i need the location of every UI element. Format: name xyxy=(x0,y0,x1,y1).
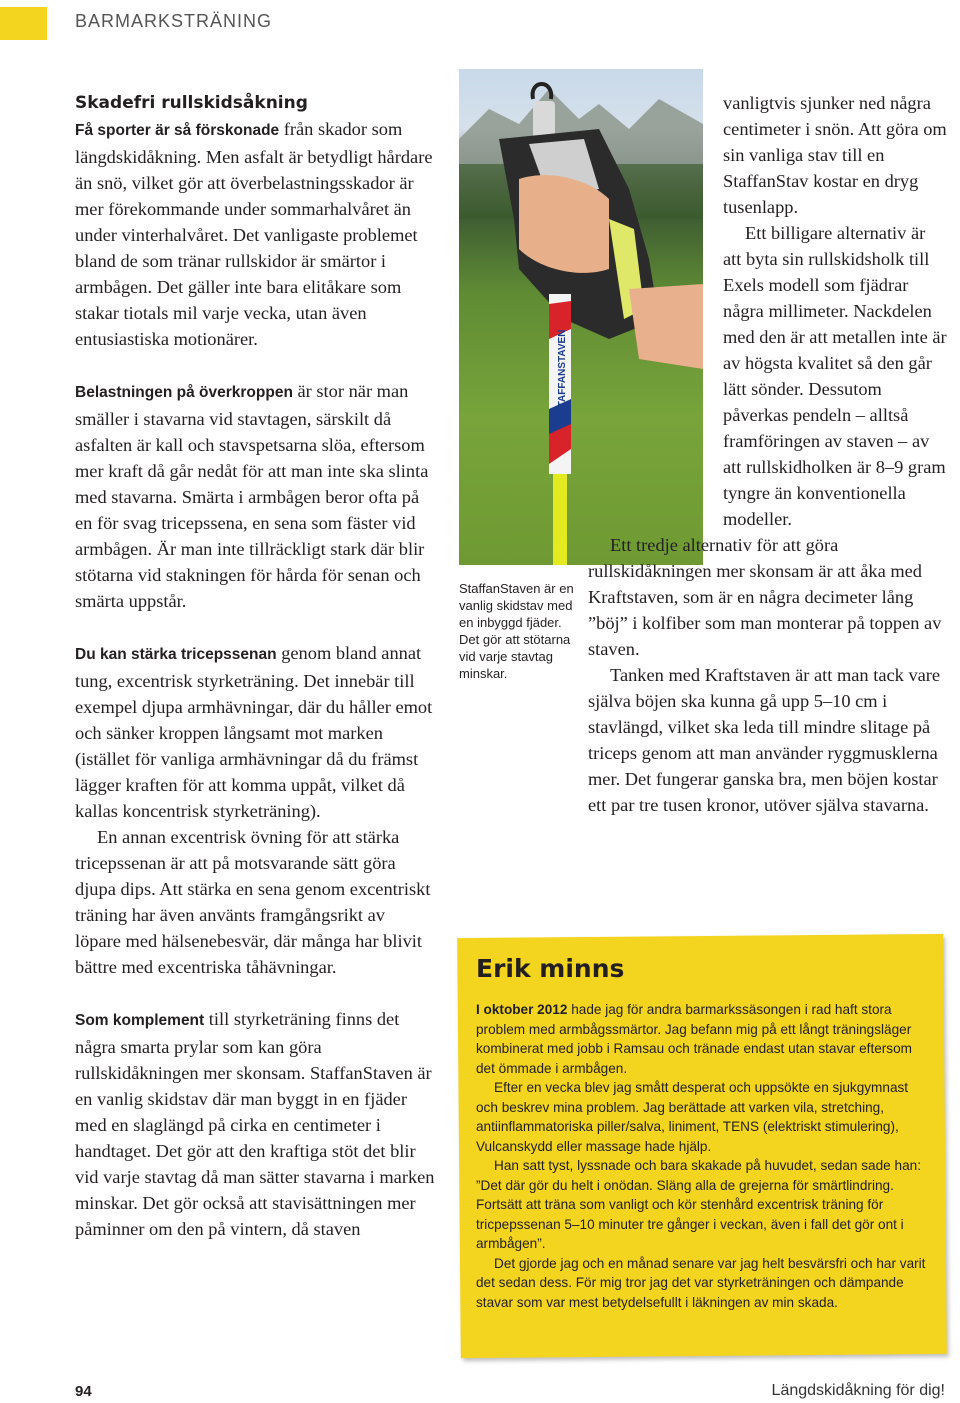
belastning-lead: Belastningen på överkroppen xyxy=(75,384,293,401)
komplement-text: till styrketräning finns det några smarta prylar som kan göra rullskidåkningen mer skonsam. StaffanStaven är en vanlig skidstav där man byggt in en fjäder med en slaglängd på cirka en centimeter i handtaget. Det gör att den kraftiga stöt det blir vid varje stavtag då man sätter stavarna i marken minskar. Det gör också att stavisättningen mer påminner om den på vintern, då staven xyxy=(75,1009,435,1239)
pole-label: STAFFANSTAVEN xyxy=(557,329,568,414)
triceps-text: genom bland annat tung, excentrisk styrketräning. Det innebär till exempel djupa armhävningar, där du håller emot och sänker kroppen långsamt mot marken (istället för vanliga armhävningar då du främst lägger kraften för att komma uppåt, vilket då kallas koncentrisk styrketräning). xyxy=(75,643,433,821)
intro-text: från skador som längdskidåkning. Men asfalt är betydligt hårdare än snö, vilket gör att överbelastningsskador är mer förekommande under sommarhalvåret än under vinterhalvåret. Det vanligaste problemet bland de som tränar rullskidor är smärtor i armbågen. Det gäller inte bara elitåkare som stakar tiotals mil varje vecka, utan även entusiastiska motionärer. xyxy=(75,119,433,349)
belastning-paragraph xyxy=(75,378,435,614)
dips-paragraph: En annan excentrisk övning för att stärka tricepssenan är att på motsvarande sätt göra djupa dips. Att stärka en sena genom excentriskt träning har även använts framgångsrikt av löpare med hälsenebesvär, där många har blivit bättre med excentriska tåhävningar. xyxy=(75,827,431,977)
page-number: 94 xyxy=(75,1383,92,1400)
article-left-column xyxy=(75,90,435,1242)
triceps-lead: Du kan stärka tricepssenan xyxy=(75,646,277,663)
magazine-footer: Längdskidåkning för dig! xyxy=(771,1382,945,1399)
komplement-lead: Som komplement xyxy=(75,1012,205,1029)
exels-paragraph: Ett billigare alternativ är att byta sin rullskidsholk till Exels modell som fjädrar några millimeter. Nackdelen med den är att metallen inte är av högsta kvalitet så den går lätt sönder. Dessutom påverkas pendeln – alltså framföringen av staven – av att rullskidholken är 8–9 gram tyngre än konventionella modeller. xyxy=(723,223,947,529)
intro-paragraph xyxy=(75,116,435,352)
box-lead: I oktober 2012 xyxy=(476,1002,568,1017)
article-title: Skadefri rullskidsåkning xyxy=(75,93,308,113)
box-paragraph-1-text: hade jag för andra barmarkssäsongen i rad haft stora problem med armbågssmärtor. Jag befann mig på ett långt träningsläger kombinerat med jobb i Ramsau och tränade endast utan stavar eftersom det ömmade i armbågen. xyxy=(476,1002,912,1076)
box-title: Erik minns xyxy=(476,954,625,983)
triceps-paragraph xyxy=(75,640,435,824)
staffan-continued-paragraph: vanligtvis sjunker ned några centimeter i snön. Att göra om sin vanliga stav till en StaffanStav kostar en dryg tusenlapp. xyxy=(723,93,947,217)
box-paragraph-4: Det gjorde jag och en månad senare var jag helt besvärsfri och har varit det sedan dess. För mig tror jag det var styrketräningen och dämpande stavar som var mest betydelsefullt i läkningen av min skada. xyxy=(476,1255,926,1310)
box-paragraph-3: Han satt tyst, lyssnade och bara skakade på huvudet, sedan sade han: ”Det där gör du helt i onödan. Släng alla de grejerna för smärtlindring. Fortsätt att träna som vanligt och kör stenhård excentrisk träning för tricpepssenan 5–10 minuter tre gånger i veckan, även i fall det gör ont i armbågen”. xyxy=(476,1158,921,1251)
box-paragraph-2: Efter en vecka blev jag smått desperat och uppsökte en sjukgymnast och beskrev mina problem. Jag berättade att varken vila, stretching, antiinflammatoriska piller/salva, liniment, TENS (elektriskt stimulering), Vulcanskydd eller massage hade hjälp. xyxy=(476,1080,909,1154)
box-paragraph-1 xyxy=(476,1000,926,1078)
belastning-text: är stor när man smäller i stavarna vid stavtagen, särskilt då asfalten är kall och stavspetsarna slöa, eftersom mer kraft då går nedåt för att man inte ska slinta med stavarna. Smärta i armbågen beror ofta på en för svag tricepssena, en sena som fäster vid armbågen. Är man inte tillräckligt stark där blir stötarna vid stakningen för hårda för senan och smärta uppstår. xyxy=(75,381,429,611)
kraftstaven-paragraph: Ett tredje alternativ för att göra rullskidåkningen mer skonsam är att åka med Kraftstaven, som är en några decimeter lång ”böj” i kolfiber som man monterar på toppen av staven. xyxy=(588,535,942,659)
intro-lead: Få sporter är så förskonade xyxy=(75,122,280,139)
article-right-column xyxy=(588,90,948,818)
photo-caption: StaffanStaven är en vanlig skidstav med en inbyggd fjäder. Det gör att stötarna vid varje stavtag minskar. xyxy=(459,581,574,681)
komplement-paragraph xyxy=(75,1006,435,1242)
box-body xyxy=(476,1000,926,1312)
section-color-tab xyxy=(0,7,47,40)
section-label: BARMARKSTRÄNING xyxy=(75,11,273,31)
kraftstaven-idea-paragraph: Tanken med Kraftstaven är att man tack vare själva böjen ska kunna gå upp 5–10 cm i stavlängd, vilket ska leda till mindre slitage på triceps genom att man använder ryggmusklerna mer. Det fungerar ganska bra, men böjen kostar ett par tre tusen kronor, utöver själva stavarna. xyxy=(588,665,941,815)
